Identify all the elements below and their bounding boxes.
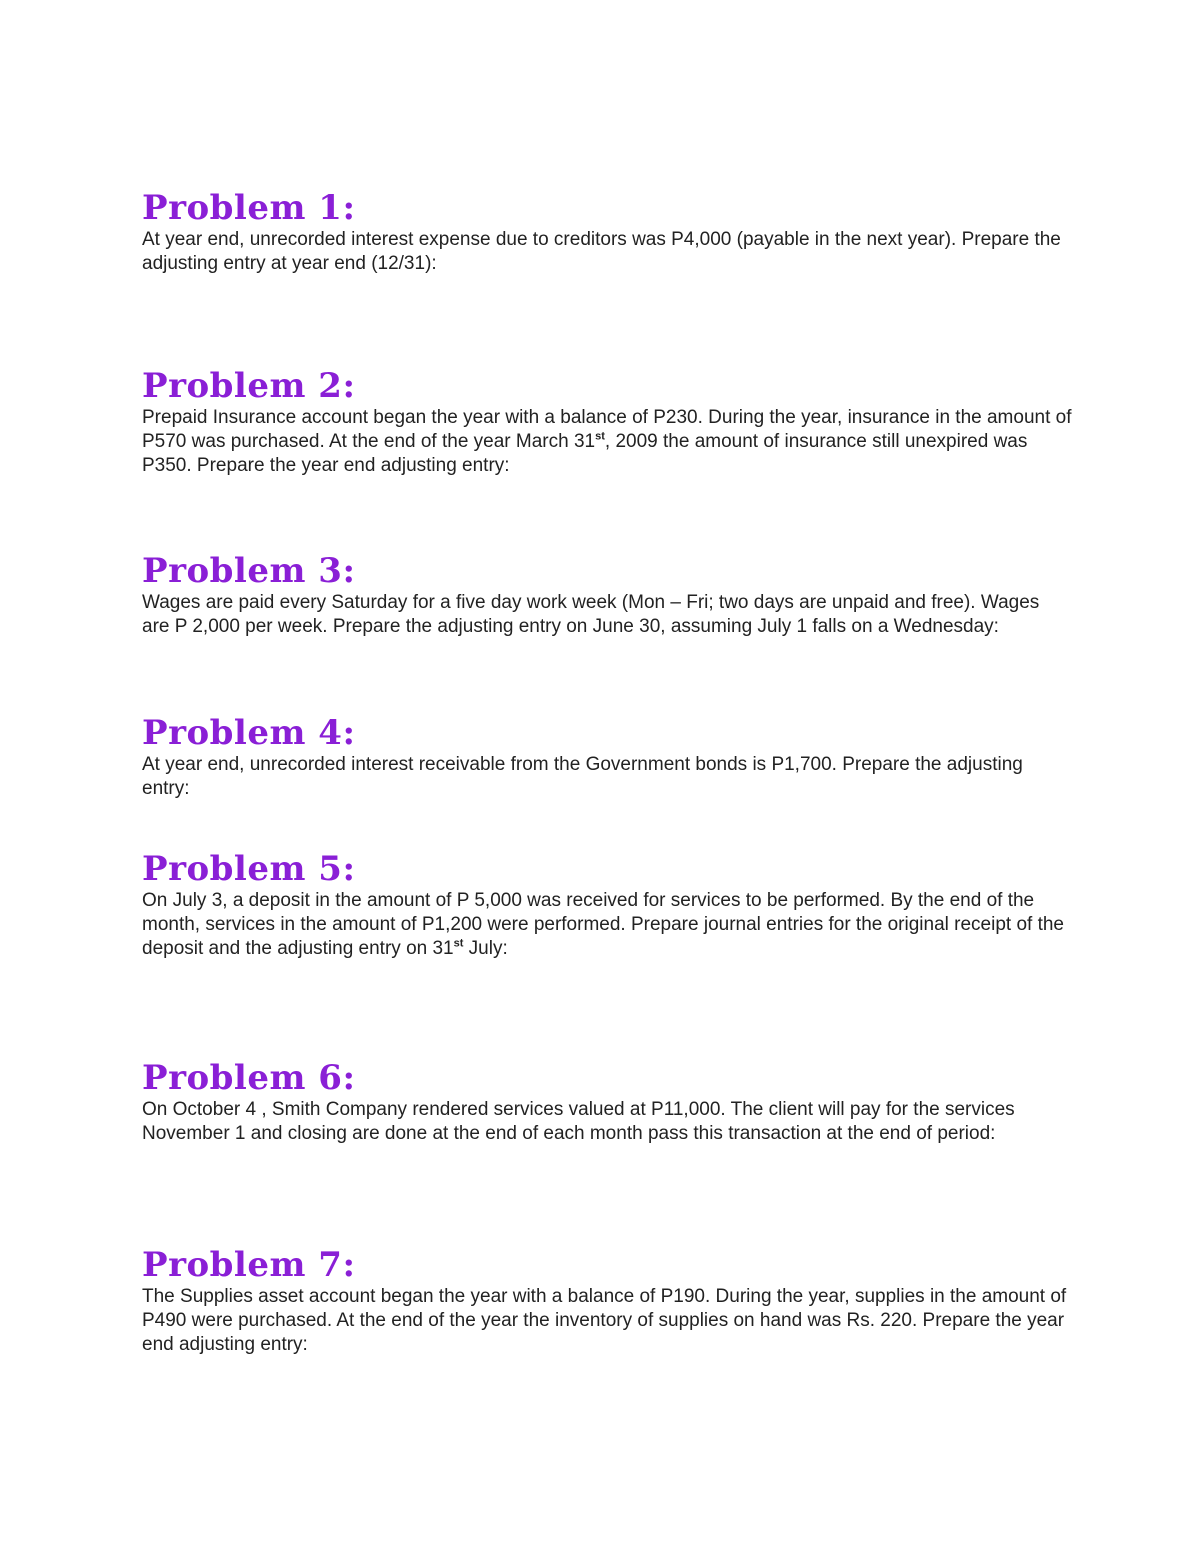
statement-part-a: Prepaid Insurance account began the year with a balance of P230. During the year, insurance in the amount of P570 was purchased. At the end of the year March 31 [142, 407, 1072, 452]
statement-part-a: On July 3, a deposit in the amount of P 5,000 was received for services to be performed. By the end of the month, services in the amount of P1,200 were performed. Prepare journal entries for the original receipt of the deposit and the adjusting entry on 31 [142, 890, 1064, 959]
ordinal-suffix: st [595, 430, 605, 443]
statement-part-b: , 2009 the amount of insurance still unexpired was P350. Prepare the year end adjusting entry: [142, 431, 1028, 476]
problem-statement: At year end, unrecorded interest receivable from the Government bonds is P1,700. Prepare the adjusting entry: [142, 754, 1023, 799]
problem-text [142, 591, 1072, 639]
problem-statement [142, 406, 1072, 478]
statement-part-b: July: [463, 938, 508, 959]
problem-title: Problem 2: [142, 366, 356, 406]
problem-title: Problem 4: [142, 713, 356, 753]
problem-statement: The Supplies asset account began the year with a balance of P190. During the year, supplies in the amount of P490 were purchased. At the end of the year the inventory of supplies on hand was Rs. 220. Prepare the year end adjusting entry: [142, 1286, 1067, 1355]
problem-statement: Wages are paid every Saturday for a five day work week (Mon – Fri; two days are unpaid and free). Wages are P 2,000 per week. Prepare the adjusting entry on June 30, assuming July 1 falls on a Wednesday: [142, 592, 1040, 637]
problem-statement: On October 4 , Smith Company rendered services valued at P11,000. The client will pay for the services November 1 and closing are done at the end of each month pass this transaction at the end of period: [142, 1099, 1015, 1144]
problem-title: Problem 5: [142, 849, 356, 889]
problem-3 [142, 551, 1072, 639]
problem-text [142, 228, 1072, 276]
problem-statement: At year end, unrecorded interest expense due to creditors was P4,000 (payable in the next year). Prepare the adjusting entry at year end (12/31): [142, 229, 1061, 274]
problem-title: Problem 3: [142, 551, 356, 591]
problem-title: Problem 7: [142, 1245, 356, 1285]
problem-7 [142, 1245, 1072, 1357]
problem-2 [142, 366, 1072, 478]
problem-text [142, 889, 1072, 961]
problem-text [142, 1285, 1072, 1357]
problem-text [142, 406, 1072, 478]
ordinal-suffix: st [453, 937, 464, 950]
problem-6 [142, 1058, 1072, 1146]
problem-statement [142, 889, 1072, 961]
problem-title: Problem 1: [142, 188, 356, 228]
problem-1 [142, 188, 1072, 276]
problem-text [142, 1098, 1072, 1146]
problem-title: Problem 6: [142, 1058, 356, 1098]
problem-5 [142, 849, 1072, 961]
problem-4 [142, 713, 1072, 801]
problem-text [142, 753, 1072, 801]
